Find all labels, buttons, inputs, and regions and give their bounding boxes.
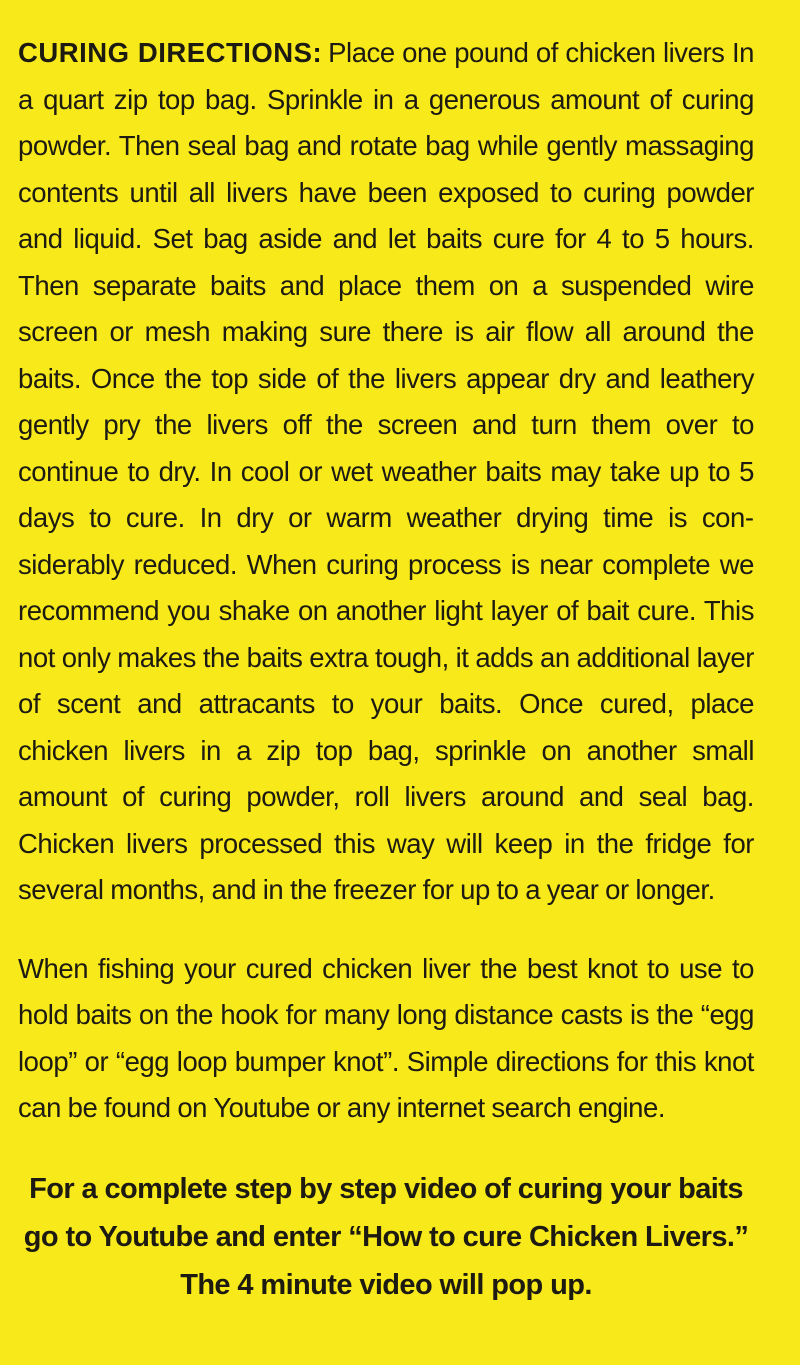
video-callout [18,1165,754,1309]
video-callout-line-1: For a complete step by step video of curing your baits [29,1172,743,1205]
video-callout-line-3: The 4 minute video will pop up. [180,1268,592,1301]
video-callout-line-2: go to Youtube and enter “How to cure Chicken Livers.” [23,1220,749,1253]
knot-tip-paragraph: When fishing your cured chicken liver the best knot to use to hold baits on the hook for many long distance casts is the “egg loop” or “egg loop bumper knot”. Simple directions for this knot can be found on Youtube or any internet search engine. [18,952,754,1123]
curing-directions-heading: CURING DIRECTIONS: [18,37,323,68]
curing-directions-text: Place one pound of chicken livers In a quart zip top bag. Sprinkle in a generous amount of curing powder. Then seal bag and rotate bag while gently massaging contents until all livers have been exposed to curing powder and liquid. Set bag aside and let baits cure for 4 to 5 hours. Then separate baits and place them on a suspended wire screen or mesh making sure there is air flow all around the baits. Once the top side of the livers appear dry and leathery gently pry the livers off the screen and turn them over to continue to dry. In cool or wet weather baits may take up to 5 days to cure. In dry or warm weather drying time is considerably reduced. When curing process is near complete we recommend you shake on another light layer of bait cure. This not only makes the baits extra tough, it adds an additional layer of scent and attracants to your baits. Once cured, place chicken livers in a zip top bag, sprinkle on another small amount of curing powder, roll livers around and seal bag. Chicken livers processed this way will keep in the fridge for several months, and in the freezer for up to a year or longer. [18,37,754,905]
curing-directions-paragraph [18,30,754,914]
